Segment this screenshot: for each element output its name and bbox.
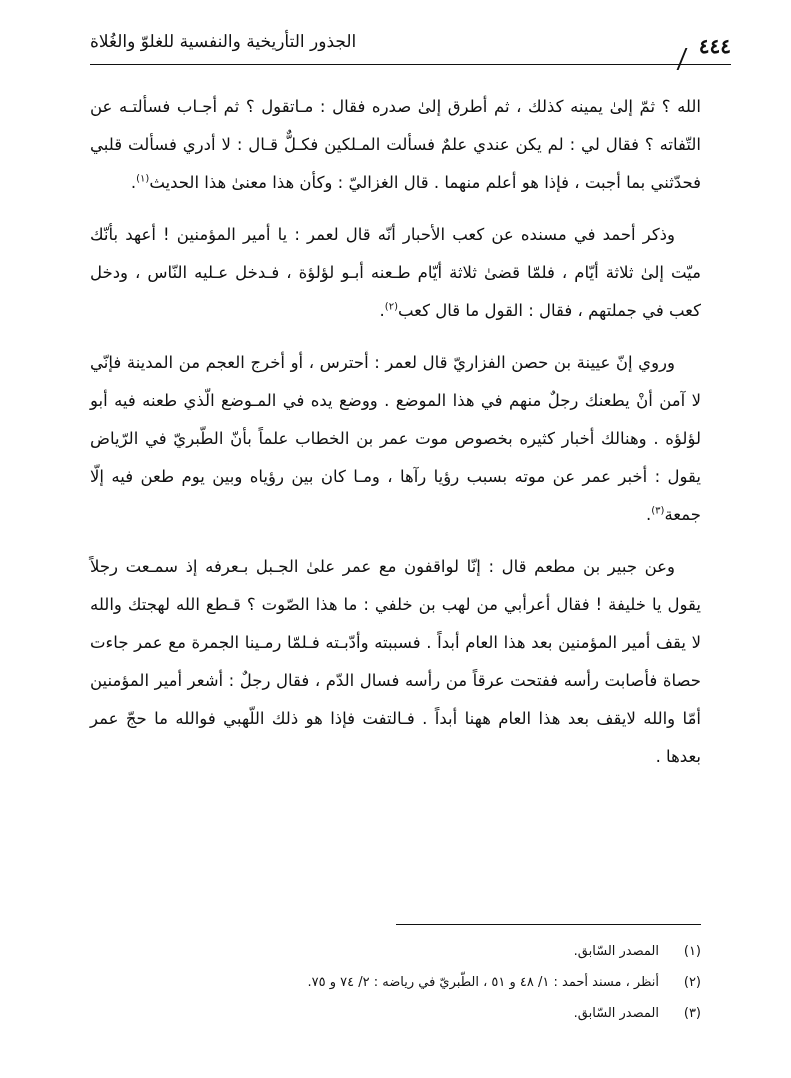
footnote-number: (١) (683, 944, 701, 959)
footnote-number: (٣) (683, 1006, 701, 1021)
footnote-separator (396, 924, 701, 925)
main-text (90, 88, 701, 790)
paragraph-end-mark: . (646, 505, 652, 524)
footnote-number: (٢) (683, 975, 701, 990)
page-number: ٤٤٤ (698, 34, 731, 58)
footnote-1 (90, 936, 701, 967)
footnote-3 (90, 998, 701, 1029)
running-header-title: الجذور التأريخية والنفسية للغلوّ والغُلاة (90, 32, 357, 52)
footnote-ref-3: (٣) (651, 505, 665, 517)
running-header (90, 30, 731, 70)
footnote-text: المصدر السّابق. (573, 1006, 659, 1021)
footnote-ref-1: (١) (136, 173, 150, 185)
paragraph-end-mark: . (379, 301, 385, 320)
paragraph-4 (90, 548, 701, 776)
paragraph-2 (90, 216, 701, 330)
header-rule-slash (677, 48, 688, 70)
paragraph-text: الله ؟ ثمّ إلىٰ يمينه كذلك ، ثم أطرق إلىٰ صدره فقال : مـاتقول ؟ ثم أجـاب فسألتـه عن التّفاته ؟ فقال لي : لم يكن عندي علمٌ فسألت المـلكين فكـلٌّ قـال : لا أدري فسألت قلبي فحدّثني بما أجبت ، فإذا هو أعلم منهما . قال الغزاليّ : وكأن هذا معنىٰ هذا الحديث (90, 97, 701, 192)
paragraph-end-mark: . (130, 173, 137, 192)
footnote-text: أنظر ، مسند أحمد : ١/ ٤٨ و ٥١ ، الطّبريّ في رياضه : ٢/ ٧٤ و ٧٥. (307, 975, 659, 990)
header-rule (90, 64, 731, 65)
paragraph-text: وروي إنّ عيينة بن حصن الفزاريّ قال لعمر : أحترس ، أو أخرج العجم من المدينة فإنّي لا آمن أنْ يطعنك رجلٌ منهم في هذا الموضع . ووضع يده في المـوضع الّذي طعنه فيه أبو لؤلؤه . وهنالك أخبار كثيره بخصوص موت عمر بن الخطاب علماً بأنّ الطّبريّ في الرّياض يقول : أخبر عمر عن موته بسبب رؤيا رآها ، ومـا كان بين رؤياه وبين يوم طعن فيه إلّا جمعة (90, 353, 701, 524)
footnote-ref-2: (٢) (384, 301, 398, 313)
paragraph-3 (90, 344, 701, 534)
footnote-2 (90, 967, 701, 998)
paragraph-1 (90, 88, 701, 202)
paragraph-text: وذكر أحمد في مسنده عن كعب الأحبار أنّه قال لعمر : يا أمير المؤمنين ! أعهد بأنّك ميّت إلىٰ ثلاثة أيّام ، فلمّا قضىٰ ثلاثة أيّام طـعنه أبـو لؤلؤة ، فـدخل عـليه النّاس ، ودخل كعب في جملتهم ، فقال : القول ما قال كعب (90, 225, 701, 320)
footnotes (90, 936, 701, 1029)
footnote-text: المصدر السّابق. (573, 944, 659, 959)
paragraph-text: وعن جبير بن مطعم قال : إنّا لواقفون مع عمر علىٰ الجـبل بـعرفه إذ سمـعت رجلاً يقول يا خليفة ! فقال أعرأبي من لهب بن خلفي : ما هذا الصّوت ؟ قـطع الله لهجتك والله لا يقف أمير المؤمنين بعد هذا العام أبداً . فسببته وأدّبـته فـلمّا رمـينا الجمرة مع عمر جاءت حصاة فأصابت رأسه ففتحت عرقاً من رأسه فسال الدّم ، فقال رجلٌ : أشعر أمير المؤمنين أمّا والله لايقف بعد هذا العام ههنا أبداً . فـالتفت فإذا هو ذلك اللّهبي فوالله ما حجّ عمر بعدها . (90, 557, 701, 766)
